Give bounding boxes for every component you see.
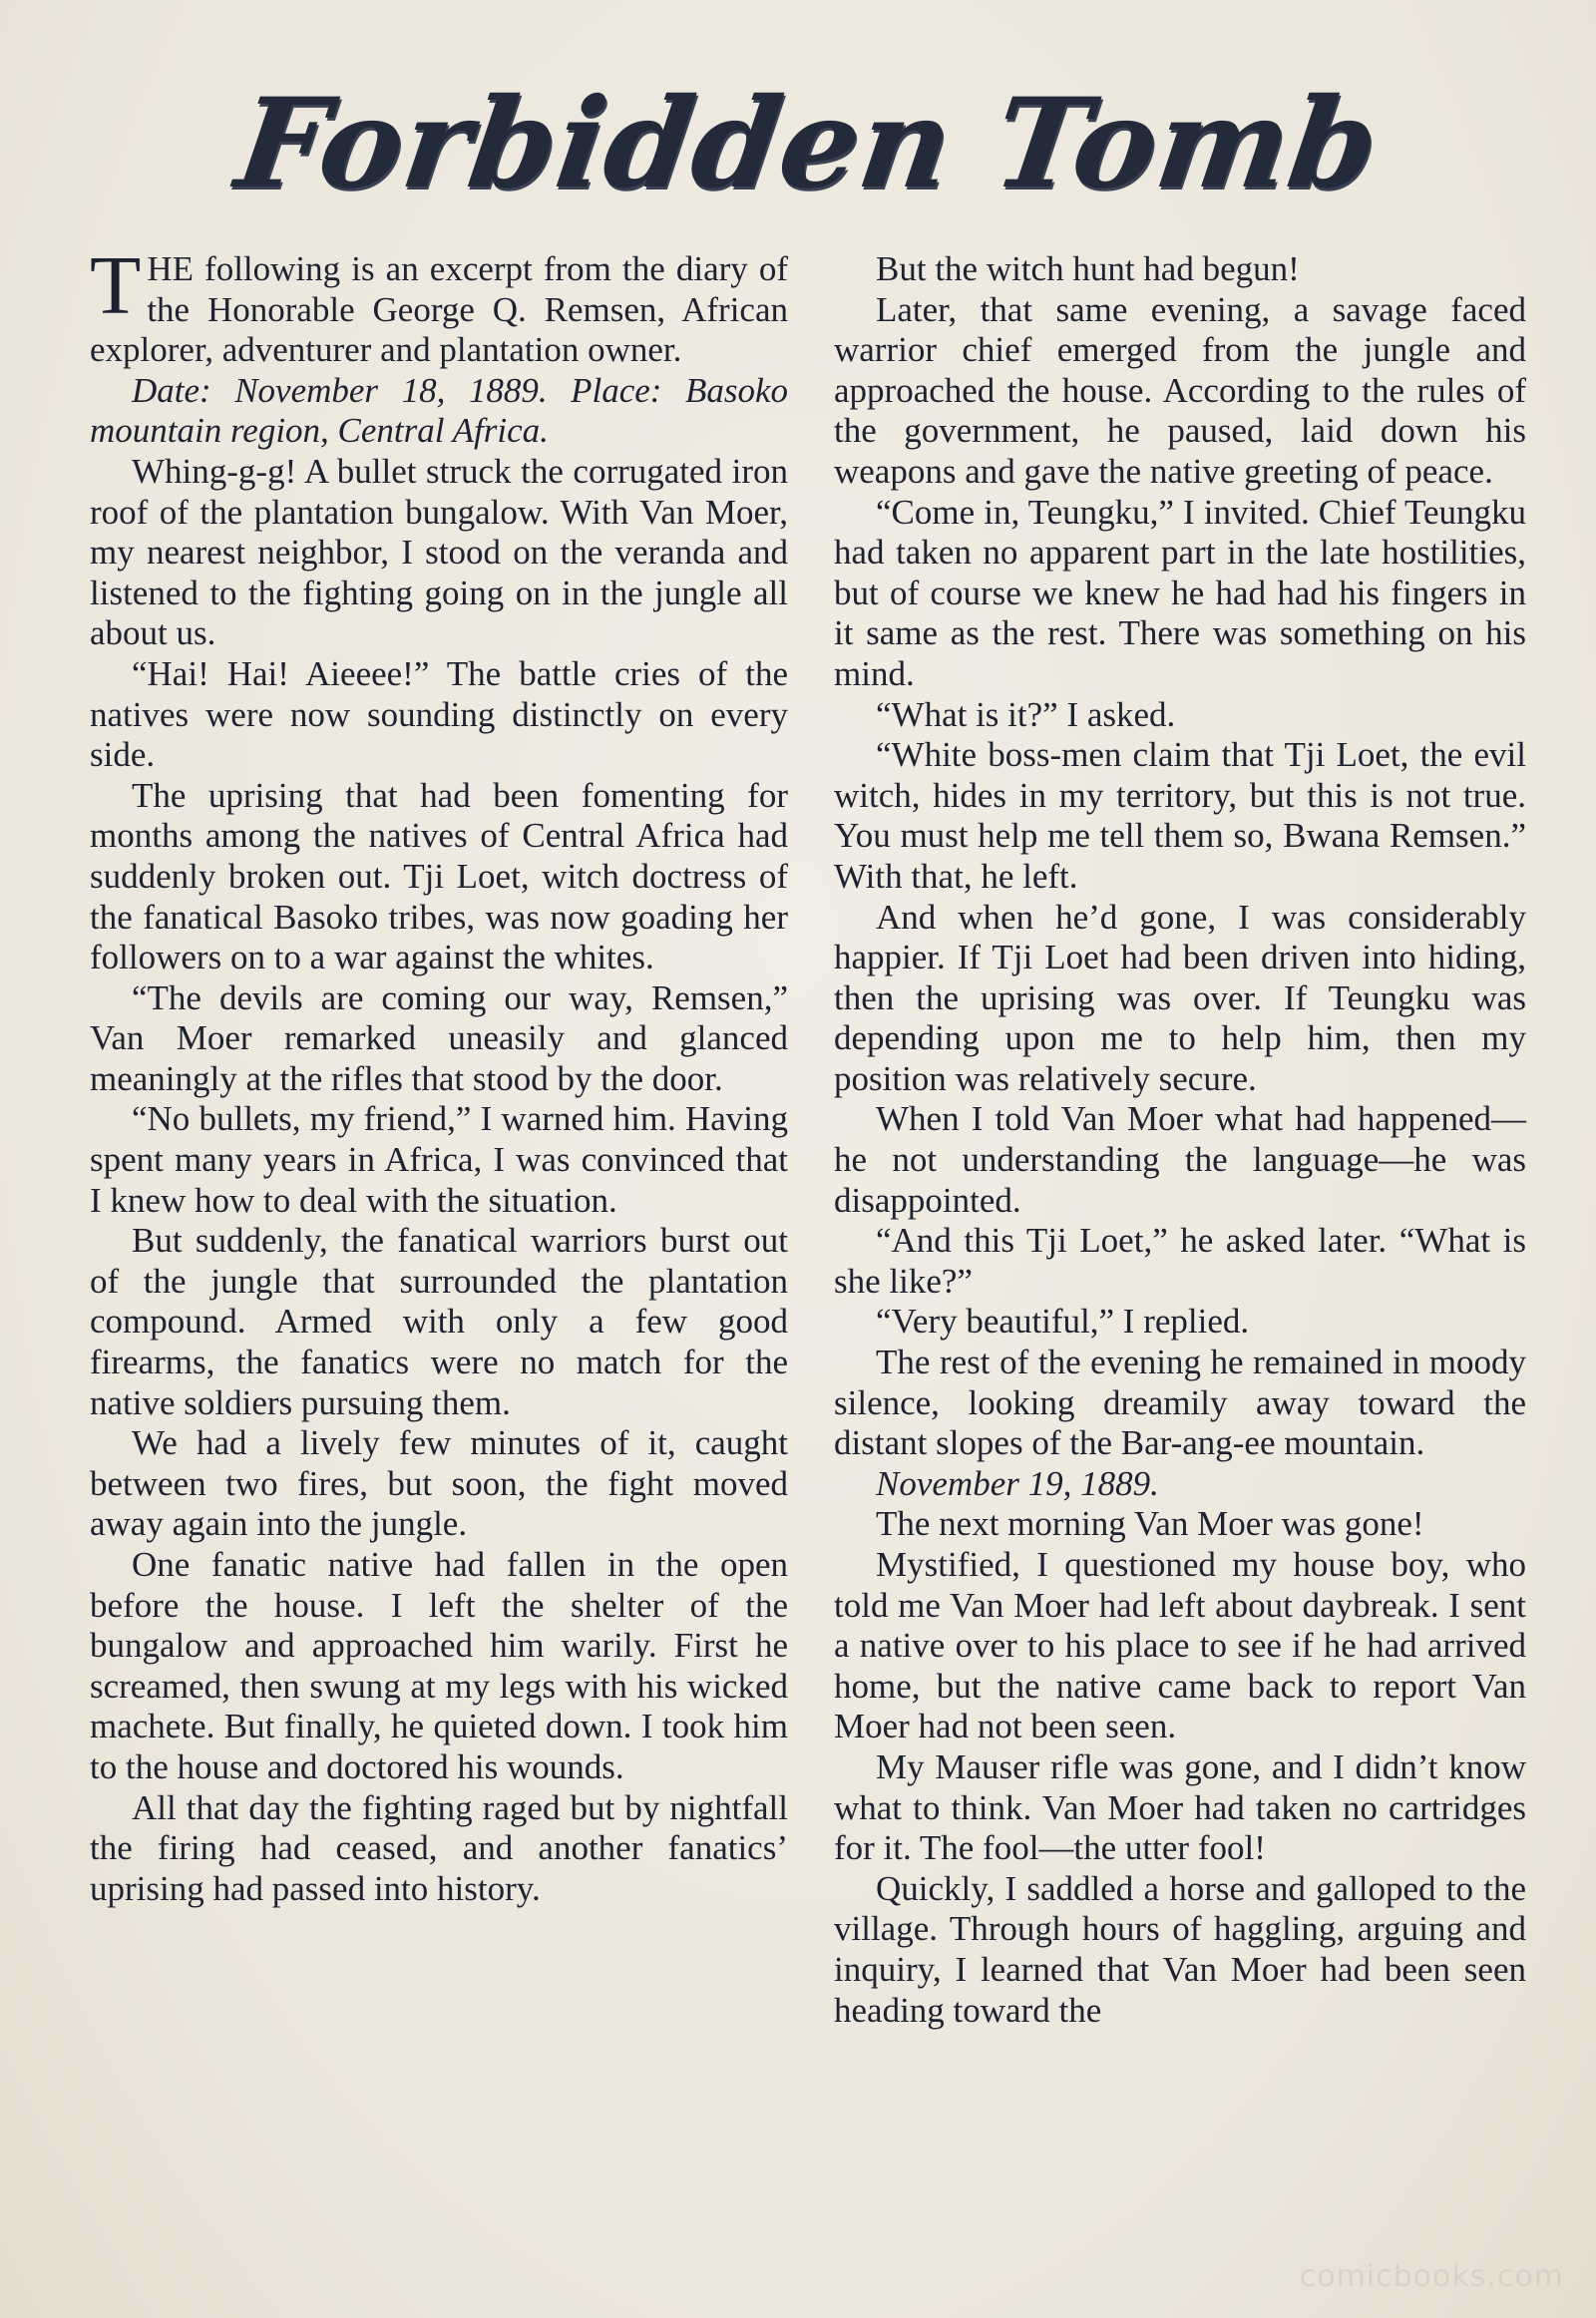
story-paragraph: “The devils are coming our way, Remsen,” Van Moer remarked uneasily and glanced meaningly at the rifles that stood by the door. — [90, 977, 788, 1098]
story-paragraph: “White boss-men claim that Tji Loet, the evil witch, hides in my territory, but this is not true. You must help me tell them so, Bwana Remsen.” With that, he left. — [834, 735, 1526, 896]
story-paragraph: Later, that same evening, a savage faced warrior chief emerged from the jungle and approached the house. According to the rules of the government, he paused, laid down his weapons and gave the native greeting of peace. — [834, 289, 1526, 491]
story-paragraph: One fanatic native had fallen in the open before the house. I left the shelter of the bungalow and approached him warily. First he screamed, then swung at my legs with his wicked machete. But finally, he quieted down. I took him to the house and doctored his wounds. — [90, 1545, 788, 1786]
story-paragraph: When I told Van Moer what had happened—he not understanding the language—he was disappointed. — [834, 1099, 1526, 1220]
left-column — [90, 239, 788, 1909]
story-paragraph: “No bullets, my friend,” I warned him. Having spent many years in Africa, I was convinced that I knew how to deal with the situation. — [90, 1099, 788, 1220]
story-paragraph: “Very beautiful,” I replied. — [876, 1302, 1250, 1342]
story-paragraph: My Mauser rifle was gone, and I didn’t know what to think. Van Moer had taken no cartridges for it. The fool—the utter fool! — [834, 1746, 1526, 1868]
intro-text: HE following is an excerpt from the diary of the Honorable George Q. Remsen, African explorer, adventurer and plantation owner. — [90, 249, 788, 370]
story-paragraph: The rest of the evening he remained in moody silence, looking dreamily away toward the distant slopes of the Bar-ang-ee mountain. — [834, 1343, 1526, 1463]
drop-cap: T — [90, 239, 142, 332]
story-paragraph: All that day the fighting raged but by nightfall the firing had ceased, and another fanatics’ uprising had passed into history. — [90, 1787, 788, 1908]
story-paragraph: “Come in, Teungku,” I invited. Chief Teungku had taken no apparent part in the late hostilities, but of course we knew he had had his fingers in it same as the rest. There was something on his mind. — [834, 492, 1526, 693]
story-paragraph: “What is it?” I asked. — [876, 694, 1176, 734]
right-column — [834, 249, 1526, 2031]
watermark: comicbooks.com — [1299, 2259, 1564, 2294]
story-paragraph: The next morning Van Moer was gone! — [876, 1504, 1424, 1544]
story-title: Forbidden Tomb — [228, 72, 1388, 216]
story-paragraph: But the witch hunt had begun! — [876, 249, 1300, 288]
story-paragraph: Whing-g-g! A bullet struck the corrugated iron roof of the plantation bungalow. With Van Moer, my nearest neighbor, I stood on the veranda and listened to the fighting going on in the jungle all about us. — [90, 451, 788, 653]
story-paragraph: “Hai! Hai! Aieeee!” The battle cries of the natives were now sounding distinctly on every side. — [90, 653, 788, 775]
intro-paragraph — [90, 239, 788, 371]
story-paragraph: Mystified, I questioned my house boy, who told me Van Moer had left about daybreak. I sent a native over to his place to see if he had arrived home, but the native came back to report Van Moer had not been seen. — [834, 1545, 1526, 1746]
story-paragraph: Quickly, I saddled a horse and galloped to the village. Through hours of haggling, arguing and inquiry, I learned that Van Moer had been seen heading toward the — [834, 1868, 1526, 2030]
story-paragraph: “And this Tji Loet,” he asked later. “What is she like?” — [834, 1221, 1526, 1301]
dateline: November 19, 1889. — [876, 1463, 1159, 1503]
story-paragraph: And when he’d gone, I was considerably happier. If Tji Loet had been driven into hiding, then the uprising was over. If Teungku was depending upon me to help him, then my position was relatively secure. — [834, 897, 1526, 1098]
story-paragraph: We had a lively few minutes of it, caught between two fires, but soon, the fight moved away again into the jungle. — [90, 1423, 788, 1544]
story-paragraph: But suddenly, the fanatical warriors burst out of the jungle that surrounded the plantation compound. Armed with only a few good firearms, the fanatics were no match for the native soldiers pursuing them. — [90, 1221, 788, 1422]
dateline: Date: November 18, 1889. Place: Basoko mountain region, Central Africa. — [90, 370, 788, 451]
story-paragraph: The uprising that had been fomenting for months among the natives of Central Africa had suddenly broken out. Tji Loet, witch doctress of the fanatical Basoko tribes, was now goading her followers on to a war against the whites. — [90, 775, 788, 977]
